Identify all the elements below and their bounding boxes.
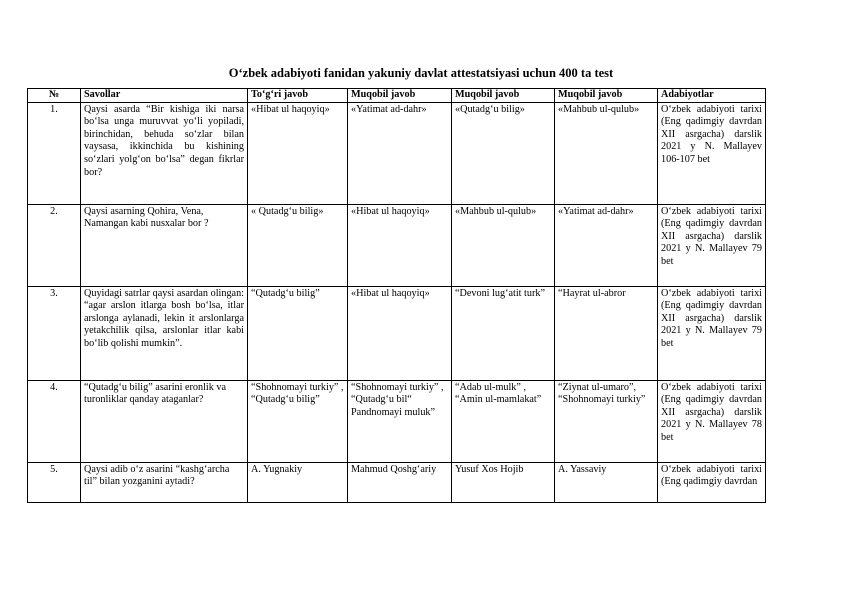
header-literature: Adabiyotlar [658, 89, 766, 103]
literature-cell: O‘zbek adabiyoti tarixi (Eng qadimgiy davrdan XII asrgacha) darslik 2021 y N. Mallayev 78 bet [658, 380, 766, 462]
header-alternative-2: Muqobil javob [452, 89, 555, 103]
table-row [28, 204, 766, 286]
row-number: 2. [28, 204, 81, 286]
alternative-1-cell: «Yatimat ad-dahr» [348, 102, 452, 204]
alternative-3-cell: “Ziynat ul-umaro”, “Shohnomayi turkiy” [555, 380, 658, 462]
table-row [28, 102, 766, 204]
alternative-2-cell: Yusuf Xos Hojib [452, 462, 555, 502]
question-cell: Qaysi asarda “Bir kishiga iki narsa bo‘lsa unga muruvvat yo‘li yopiladi, birinchidan, behuda so‘zlar bilan vaysasa, ikkinchida bu kishining so‘zlari yolg‘on bo‘lsa” degan fikrlar bor? [81, 102, 248, 204]
header-alternative-3: Muqobil javob [555, 89, 658, 103]
alternative-1-cell: “Shohnomayi turkiy” , “Qutadg‘u bil“ Pandnomayi muluk” [348, 380, 452, 462]
alternative-2-cell: «Mahbub ul-qulub» [452, 204, 555, 286]
alternative-3-cell: “Hayrat ul-abror [555, 286, 658, 380]
question-cell: Qaysi asarning Qohira, Vena, Namangan kabi nusxalar bor ? [81, 204, 248, 286]
correct-answer-cell: A. Yugnakiy [248, 462, 348, 502]
alternative-3-cell: «Yatimat ad-dahr» [555, 204, 658, 286]
header-questions: Savollar [81, 89, 248, 103]
literature-cell: O‘zbek adabiyoti tarixi (Eng qadimgiy davrdan XII asrgacha) darslik 2021 y N. Mallayev 79 bet [658, 286, 766, 380]
table-row [28, 380, 766, 462]
correct-answer-cell: “Shohnomayi turkiy” , “Qutadg‘u bilig” [248, 380, 348, 462]
correct-answer-cell: “Qutadg‘u bilig” [248, 286, 348, 380]
row-number: 4. [28, 380, 81, 462]
alternative-2-cell: “Adab ul-mulk” , “Amin ul-mamlakat” [452, 380, 555, 462]
alternative-2-cell: «Qutadg‘u bilig» [452, 102, 555, 204]
row-number: 3. [28, 286, 81, 380]
question-cell: Qaysi adib o‘z asarini “kashg‘archa til” bilan yozganini aytadi? [81, 462, 248, 502]
correct-answer-cell: «Hibat ul haqoyiq» [248, 102, 348, 204]
question-cell: Quyidagi satrlar qaysi asardan olingan: “agar arslon itlarga bosh bo‘lsa, itlar arslonga aylanadi, lekin it arslonlarga yetakchilik qilsa, arslonlar itlar kabi bo‘lib qolishi mumkin”. [81, 286, 248, 380]
row-number: 1. [28, 102, 81, 204]
correct-answer-cell: « Qutadg‘u bilig» [248, 204, 348, 286]
header-alternative-1: Muqobil javob [348, 89, 452, 103]
alternative-3-cell: A. Yassaviy [555, 462, 658, 502]
table-row [28, 462, 766, 502]
test-table [27, 88, 766, 503]
header-correct-answer: To‘g‘ri javob [248, 89, 348, 103]
alternative-1-cell: «Hibat ul haqoyiq» [348, 204, 452, 286]
literature-cell: O‘zbek adabiyoti tarixi (Eng qadimgiy davrdan XII asrgacha) darslik 2021 y N. Mallayev 79 bet [658, 204, 766, 286]
literature-cell: O‘zbek adabiyoti tarixi (Eng qadimgiy davrdan [658, 462, 766, 502]
header-row [28, 89, 766, 103]
row-number: 5. [28, 462, 81, 502]
question-cell: “Qutadg‘u bilig” asarini eronlik va turonliklar qanday ataganlar? [81, 380, 248, 462]
page-title: O‘zbek adabiyoti fanidan yakuniy davlat attestatsiyasi uchun 400 ta test [228, 66, 614, 80]
table-row [28, 286, 766, 380]
alternative-2-cell: “Devoni lug‘atit turk” [452, 286, 555, 380]
alternative-1-cell: «Hibat ul haqoyiq» [348, 286, 452, 380]
alternative-3-cell: «Mahbub ul-qulub» [555, 102, 658, 204]
alternative-1-cell: Mahmud Qoshg‘ariy [348, 462, 452, 502]
header-number: № [28, 89, 81, 103]
literature-cell: O‘zbek adabiyoti tarixi (Eng qadimgiy davrdan XII asrgacha) darslik 2021 y N. Mallayev 106-107 bet [658, 102, 766, 204]
